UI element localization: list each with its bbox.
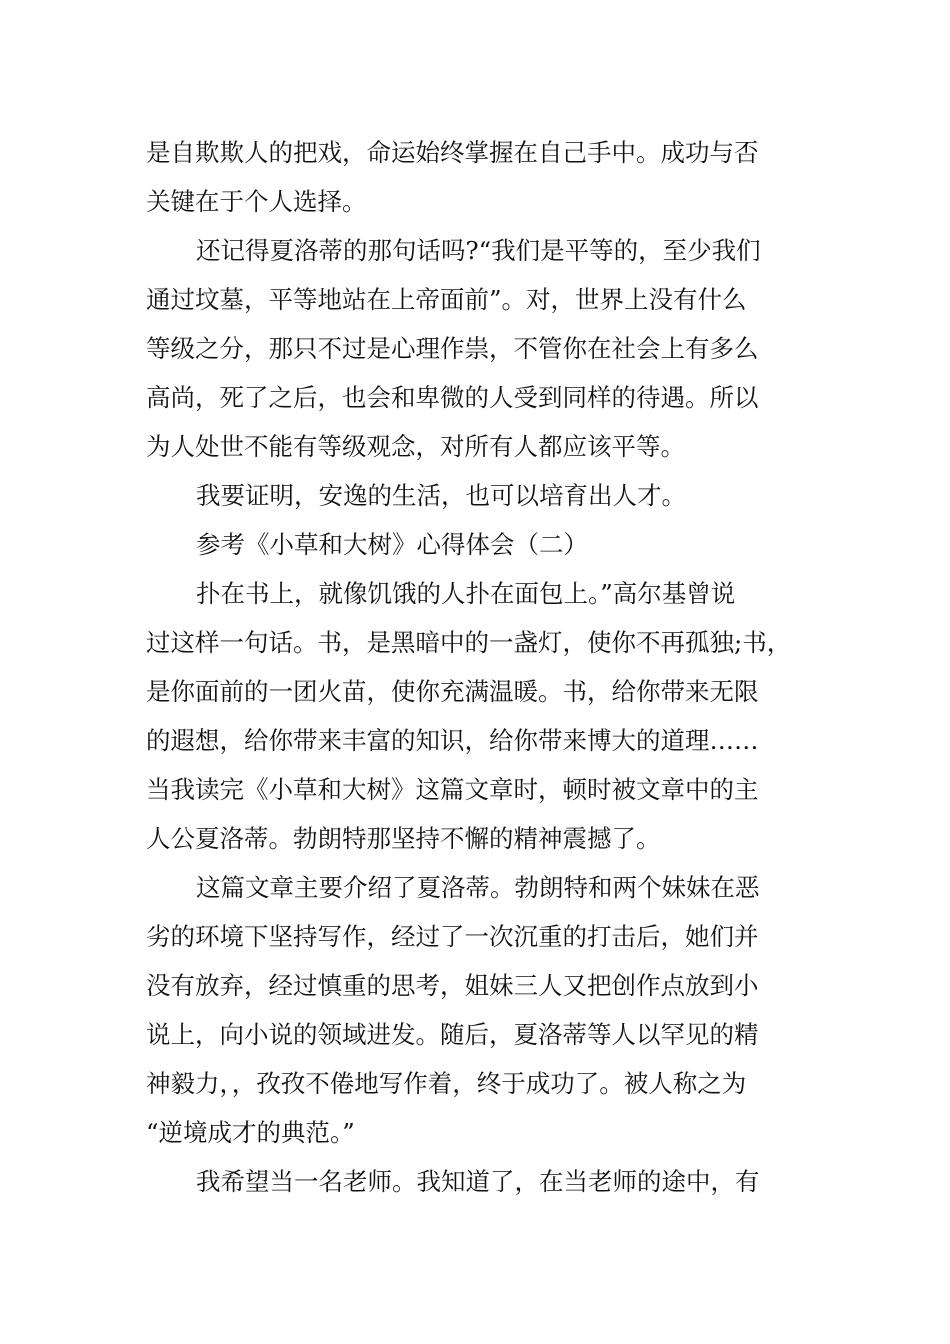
text-line: 的遐想，给你带来丰富的知识，给你带来博大的道理…… [146, 726, 759, 755]
text-line: 参考《小草和大树》心得体会（二） [196, 530, 588, 559]
text-line: 我要证明，安逸的生活，也可以培育出人才。 [196, 481, 686, 510]
text-line: 劣的环境下坚持写作，经过了一次沉重的打击后，她们并 [146, 922, 759, 951]
text-line: 扑在书上，就像饥饿的人扑在面包上。”高尔基曾说 [196, 579, 736, 608]
text-line: 过这样一句话。书，是黑暗中的一盏灯，使你不再孤独;书， [146, 628, 792, 657]
text-line: 为人处世不能有等级观念，对所有人都应该平等。 [146, 432, 685, 461]
text-line: 没有放弃，经过慎重的思考，姐妹三人又把创作点放到小 [146, 971, 759, 1000]
text-line: 神毅力，，孜孜不倦地写作着，终于成功了。被人称之为 [146, 1069, 747, 1098]
text-line: “逆境成才的典范。” [146, 1118, 355, 1147]
text-line: 人公夏洛蒂。勃朗特那坚持不懈的精神震撼了。 [146, 824, 661, 853]
text-line: 高尚，死了之后，也会和卑微的人受到同样的待遇。所以 [146, 383, 759, 412]
text-line: 说上，向小说的领域进发。随后，夏洛蒂等人以罕见的精 [146, 1020, 759, 1049]
document-body [146, 128, 816, 1206]
text-line: 当我读完《小草和大树》这篇文章时，顿时被文章中的主 [146, 775, 759, 804]
text-line: 我希望当一名老师。我知道了，在当老师的途中，有 [196, 1167, 760, 1196]
text-line: 这篇文章主要介绍了夏洛蒂。勃朗特和两个妹妹在恶 [196, 873, 760, 902]
text-line: 还记得夏洛蒂的那句话吗?“我们是平等的，至少我们 [196, 236, 761, 265]
text-line: 是你面前的一团火苗，使你充满温暖。书，给你带来无限 [146, 677, 759, 706]
text-line: 通过坟墓，平等地站在上帝面前”。对，世界上没有什么 [146, 285, 747, 314]
text-line: 是自欺欺人的把戏，命运始终掌握在自己手中。成功与否 [146, 138, 759, 167]
text-line: 关键在于个人选择。 [146, 187, 367, 216]
text-line: 等级之分，那只不过是心理作祟，不管你在社会上有多么 [146, 334, 759, 363]
